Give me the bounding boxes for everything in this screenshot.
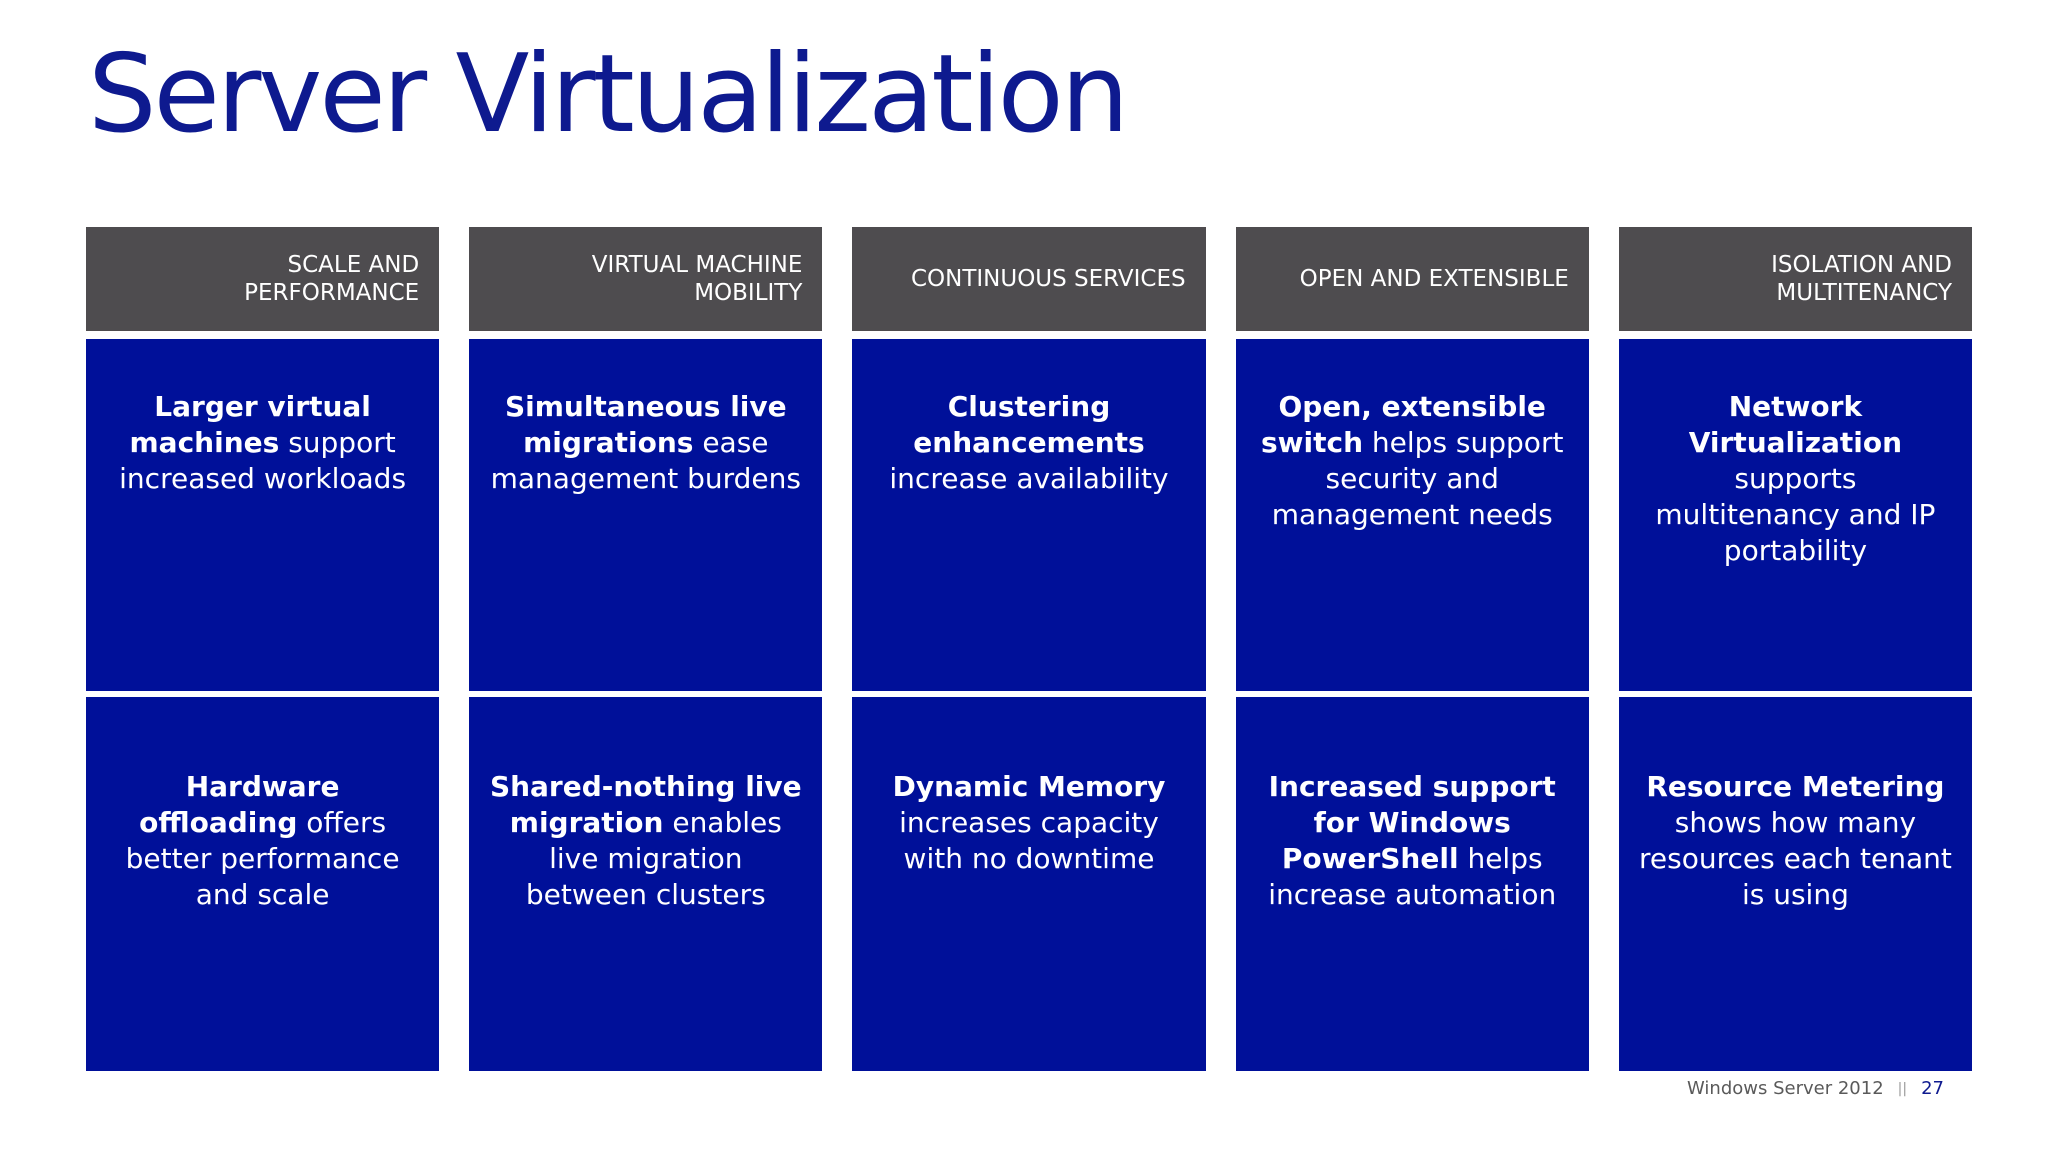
footer-separator: || bbox=[1897, 1080, 1908, 1097]
feature-highlight: Open, extensible switch bbox=[1260, 390, 1546, 459]
feature-tile bbox=[469, 697, 822, 1071]
feature-highlight: Clustering enhancements bbox=[913, 390, 1145, 459]
product-name: Windows Server 2012 bbox=[1687, 1078, 1884, 1099]
feature-grid bbox=[86, 227, 1972, 1071]
column-open-and-extensible bbox=[1236, 227, 1589, 1071]
slide-footer bbox=[1687, 1078, 1944, 1099]
feature-description: enables live migration between clusters bbox=[525, 806, 782, 911]
feature-highlight: Larger virtual machines bbox=[129, 390, 371, 459]
feature-description: increase availability bbox=[889, 462, 1169, 495]
feature-description: supports multitenancy and IP portability bbox=[1655, 462, 1936, 567]
feature-description: support increased workloads bbox=[119, 426, 407, 495]
column-header: ISOLATION AND MULTITENANCY bbox=[1619, 227, 1972, 331]
column-header: CONTINUOUS SERVICES bbox=[852, 227, 1205, 331]
feature-highlight: Dynamic Memory bbox=[892, 770, 1166, 803]
feature-highlight: Shared-nothing live migration bbox=[489, 770, 802, 839]
column-header: OPEN AND EXTENSIBLE bbox=[1236, 227, 1589, 331]
feature-tile bbox=[1236, 339, 1589, 691]
slide-title: Server Virtualization bbox=[88, 32, 1127, 157]
feature-highlight: Simultaneous live migrations bbox=[504, 390, 787, 459]
column-header: SCALE AND PERFORMANCE bbox=[86, 227, 439, 331]
feature-description: ease management burdens bbox=[490, 426, 801, 495]
feature-description: increases capacity with no downtime bbox=[899, 806, 1159, 875]
feature-tile bbox=[1619, 697, 1972, 1071]
page-number: 27 bbox=[1921, 1078, 1944, 1099]
feature-highlight: Resource Metering bbox=[1646, 770, 1945, 803]
feature-description: helps support security and management needs bbox=[1271, 426, 1564, 531]
feature-tile bbox=[1236, 697, 1589, 1071]
feature-tile bbox=[852, 339, 1205, 691]
column-header: VIRTUAL MACHINE MOBILITY bbox=[469, 227, 822, 331]
feature-highlight: Network Virtualization bbox=[1688, 390, 1903, 459]
feature-tile bbox=[86, 339, 439, 691]
column-isolation-and-multitenancy bbox=[1619, 227, 1972, 1071]
column-continuous-services bbox=[852, 227, 1205, 1071]
feature-tile bbox=[852, 697, 1205, 1071]
feature-tile bbox=[469, 339, 822, 691]
column-virtual-machine-mobility bbox=[469, 227, 822, 1071]
feature-description: shows how many resources each tenant is using bbox=[1638, 806, 1952, 911]
feature-description: helps increase automation bbox=[1268, 842, 1557, 911]
column-scale-and-performance bbox=[86, 227, 439, 1071]
feature-tile bbox=[1619, 339, 1972, 691]
feature-highlight: Increased support for Windows PowerShell bbox=[1268, 770, 1556, 875]
feature-tile bbox=[86, 697, 439, 1071]
feature-description: offers better performance and scale bbox=[125, 806, 400, 911]
feature-highlight: Hardware offloading bbox=[139, 770, 340, 839]
